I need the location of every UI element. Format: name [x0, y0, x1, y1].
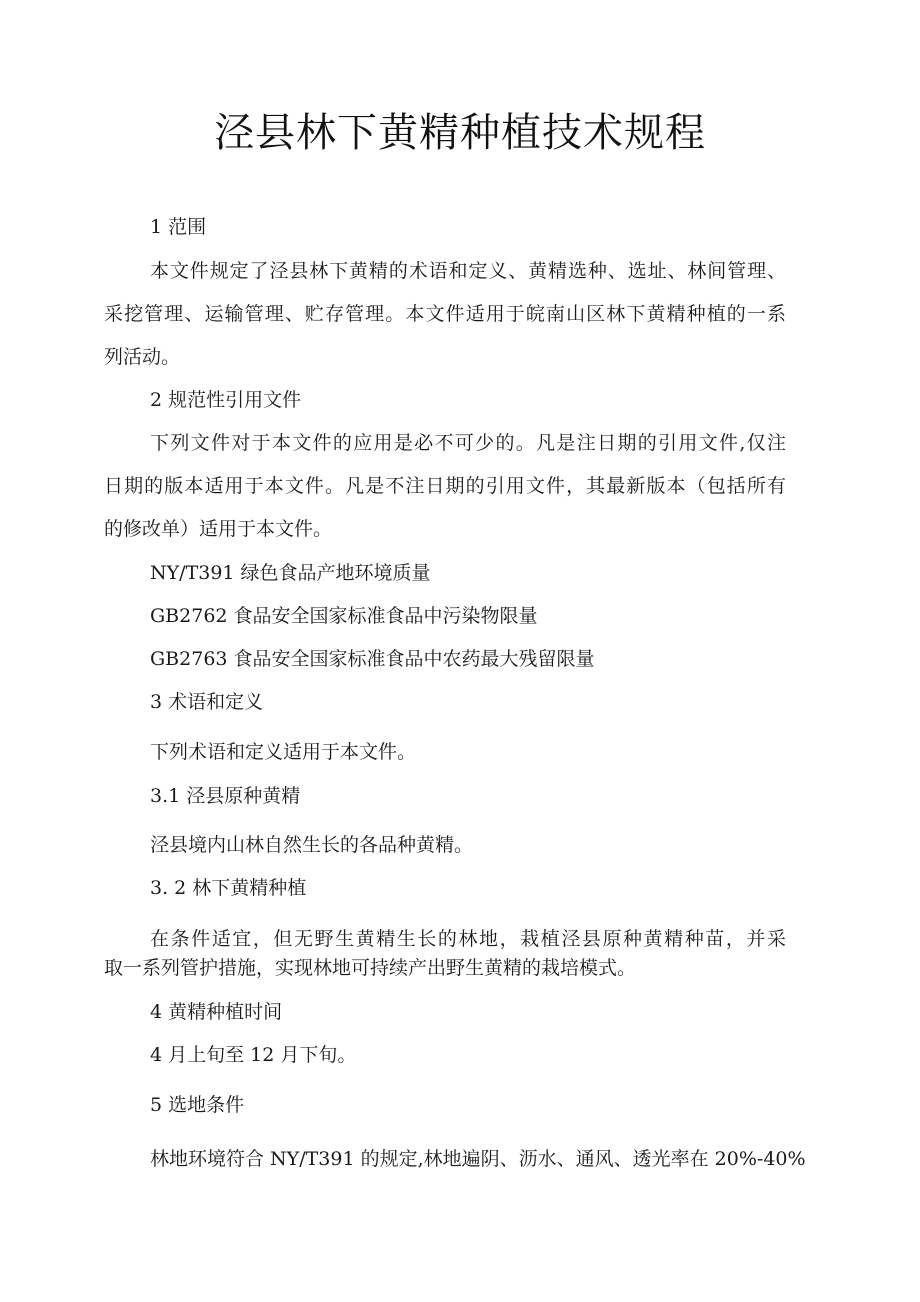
section-3-heading: 3 术语和定义: [150, 691, 264, 713]
section-4-paragraph: 4 月上旬至 12 月下旬。: [150, 1044, 357, 1066]
section-3-2-paragraph-line-2: 取一系列管护措施，实现林地可持续产出野生黄精的栽培模式。: [104, 957, 637, 979]
section-4-heading: 4 黄精种植时间: [150, 1001, 283, 1023]
section-2-paragraph-line-2: 日期的版本适用于本文件。凡是不注日期的引用文件，其最新版本（包括所有: [104, 475, 786, 497]
reference-item: GB2763 食品安全国家标准食品中农药最大残留限量: [150, 648, 595, 670]
section-1-paragraph-line-1: 本文件规定了泾县林下黄精的术语和定义、黄精选种、选址、林间管理、: [150, 260, 786, 282]
section-5-paragraph-line-1: 林地环境符合 NY/T391 的规定,林地遍阴、沥水、通风、透光率在 20%-40%: [150, 1148, 806, 1170]
section-3-paragraph: 下列术语和定义适用于本文件。: [150, 741, 417, 763]
section-3-1-paragraph: 泾县境内山林自然生长的各品种黄精。: [150, 834, 474, 856]
document-title: 泾县林下黄精种植技术规程: [214, 110, 706, 156]
section-2-heading: 2 规范性引用文件: [150, 389, 302, 411]
section-3-2-heading: 3. 2 林下黄精种植: [150, 877, 307, 899]
section-2-paragraph-line-3: 的修改单）适用于本文件。: [104, 518, 333, 540]
section-3-2-paragraph-line-1: 在条件适宜，但无野生黄精生长的林地，栽植泾县原种黄精种苗，并采: [150, 928, 786, 950]
reference-item: NY/T391 绿色食品产地环境质量: [150, 562, 431, 584]
section-1-paragraph-line-2: 采挖管理、运输管理、贮存管理。本文件适用于皖南山区林下黄精种植的一系: [104, 303, 786, 325]
reference-item: GB2762 食品安全国家标准食品中污染物限量: [150, 605, 538, 627]
section-2-paragraph-line-1: 下列文件对于本文件的应用是必不可少的。凡是注日期的引用文件,仅注: [150, 432, 786, 454]
section-5-heading: 5 选地条件: [150, 1094, 245, 1116]
section-1-heading: 1 范围: [150, 216, 207, 238]
section-1-paragraph-line-3: 列活动。: [104, 346, 181, 368]
section-3-1-heading: 3.1 泾县原种黄精: [150, 785, 301, 807]
